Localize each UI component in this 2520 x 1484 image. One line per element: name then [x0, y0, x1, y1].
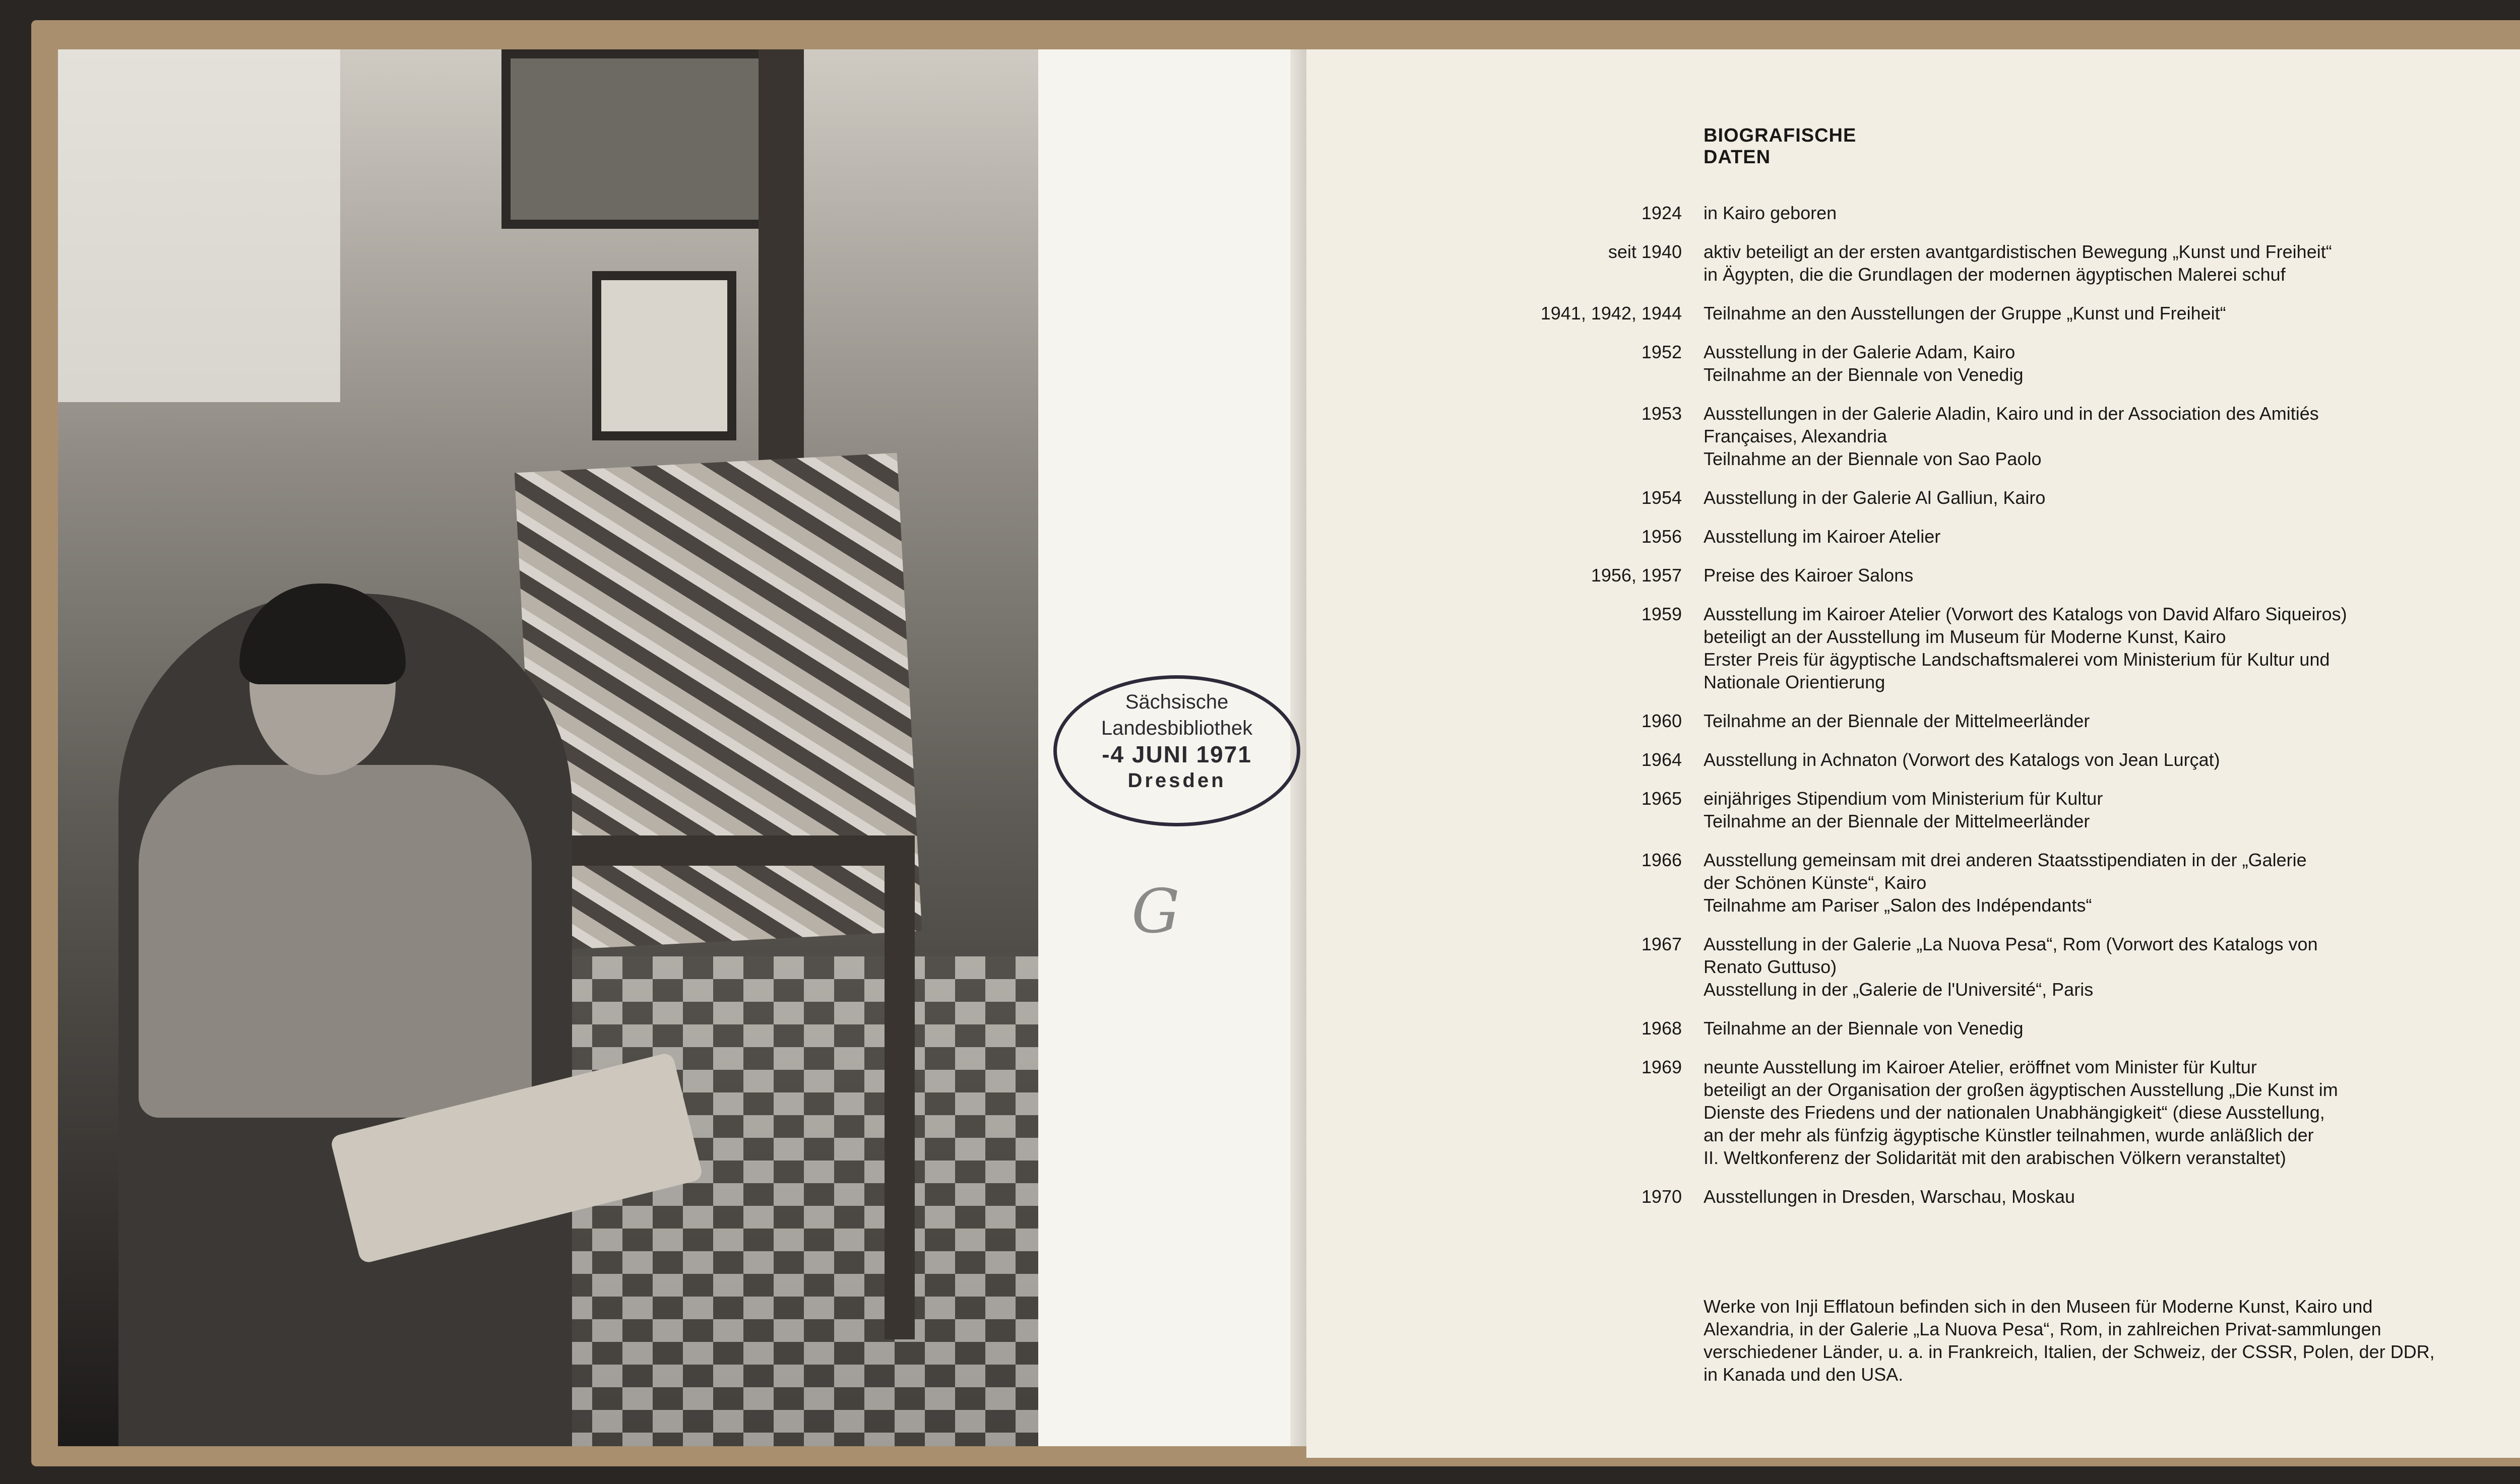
- entry-text: [1704, 748, 2460, 771]
- photo-artist-painting: [58, 49, 1038, 1446]
- entry-year: 1966: [1641, 850, 1682, 870]
- biography-entry: [1502, 709, 2460, 732]
- entry-line: Ausstellungen in Dresden, Warschau, Moskau: [1704, 1186, 2075, 1207]
- entry-line: Ausstellung im Kairoer Atelier (Vorwort des Katalogs von David Alfaro Siqueiros): [1704, 604, 2347, 624]
- entry-year: 1965: [1641, 788, 1682, 809]
- entry-year: 1924: [1641, 203, 1682, 223]
- photo-wall-painting: [501, 49, 802, 229]
- entry-year: 1960: [1641, 711, 1682, 731]
- entry-text: [1704, 564, 2460, 587]
- entry-year: 1959: [1641, 604, 1682, 624]
- biography-entry: [1502, 202, 2460, 224]
- entry-line: Nationale Orientierung: [1704, 672, 1885, 692]
- biography-entry: [1502, 486, 2460, 509]
- biography-entry: [1502, 525, 2460, 548]
- entry-year: 1954: [1641, 487, 1682, 508]
- entry-text: [1704, 849, 2460, 917]
- stamp-date: -4 JUNI 1971: [1102, 741, 1252, 767]
- entry-year: 1964: [1641, 749, 1682, 770]
- entry-text: [1704, 202, 2460, 224]
- entry-line: Teilnahme am Pariser „Salon des Indépendants“: [1704, 895, 2092, 916]
- page-title: BIOGRAFISCHE DATEN: [1704, 125, 1857, 168]
- entry-year: 1968: [1641, 1018, 1682, 1039]
- entry-line: Teilnahme an der Biennale von Sao Paolo: [1704, 448, 2042, 469]
- entry-text: [1704, 709, 2460, 732]
- biography-entry: [1502, 603, 2460, 693]
- entry-line: neunte Ausstellung im Kairoer Atelier, eröffnet vom Minister für Kultur: [1704, 1057, 2257, 1077]
- entry-line: Ausstellung in der „Galerie de l'Université“, Paris: [1704, 979, 2094, 1000]
- entry-line: Dienste des Friedens und der nationalen Unabhängigkeit“ (diese Ausstellung,: [1704, 1102, 2325, 1123]
- entry-text: [1704, 1017, 2460, 1040]
- entry-line: Teilnahme an der Biennale der Mittelmeerländer: [1704, 811, 2090, 831]
- entry-line: Ausstellung in der Galerie Adam, Kairo: [1704, 342, 2015, 362]
- photo-small-frame: [592, 271, 736, 440]
- biography-entry: [1502, 402, 2460, 470]
- stamp-city: Dresden: [1127, 769, 1226, 792]
- entry-line: Teilnahme an der Biennale von Venedig: [1704, 364, 2024, 385]
- entry-line: Ausstellungen in der Galerie Aladin, Kairo und in der Association des Amitiés: [1704, 403, 2319, 424]
- entry-year: 1953: [1641, 403, 1682, 424]
- entry-year: 1941, 1942, 1944: [1540, 303, 1682, 324]
- entry-line: Teilnahme an der Biennale der Mittelmeerländer: [1704, 711, 2090, 731]
- entry-line: Teilnahme an der Biennale von Venedig: [1704, 1018, 2024, 1039]
- entry-text: [1704, 486, 2460, 509]
- entry-text: [1704, 402, 2460, 470]
- biography-entry: [1502, 1017, 2460, 1040]
- biography-entry: [1502, 1185, 2460, 1208]
- entry-line: einjähriges Stipendium vom Ministerium für Kultur: [1704, 788, 2103, 809]
- entry-text: [1704, 302, 2460, 325]
- stamp-line-2: Landesbibliothek: [1101, 717, 1253, 739]
- entry-line: Ausstellung im Kairoer Atelier: [1704, 526, 1941, 547]
- biography-entry: [1502, 748, 2460, 771]
- entry-line: beteiligt an der Organisation der großen ägyptischen Ausstellung „Die Kunst im: [1704, 1079, 2338, 1100]
- biography-entries: [1502, 202, 2460, 1224]
- biography-entry: [1502, 240, 2460, 286]
- entry-text: [1704, 1185, 2460, 1208]
- entry-line: aktiv beteiligt an der ersten avantgardistischen Bewegung „Kunst und Freiheit“: [1704, 241, 2332, 262]
- photo-painting-on-easel: [515, 453, 922, 951]
- entry-line: der Schönen Künste“, Kairo: [1704, 872, 1927, 893]
- entry-text: [1704, 341, 2460, 386]
- entry-line: Françaises, Alexandria: [1704, 426, 1887, 446]
- stamp-line-1: Sächsische: [1125, 691, 1229, 713]
- entry-year: 1970: [1641, 1186, 1682, 1207]
- entry-line: II. Weltkonferenz der Solidarität mit den arabischen Völkern veranstaltet): [1704, 1147, 2286, 1168]
- photo-tiled-floor: [562, 956, 1038, 1446]
- photo-easel-leg: [885, 835, 915, 1339]
- entry-line: Renato Guttuso): [1704, 956, 1837, 977]
- entry-line: Ausstellung in Achnaton (Vorwort des Katalogs von Jean Lurçat): [1704, 749, 2220, 770]
- library-stamp: [1053, 675, 1300, 826]
- entry-line: Erster Preis für ägyptische Landschaftsmalerei vom Ministerium für Kultur und: [1704, 649, 2330, 670]
- entry-text: [1704, 525, 2460, 548]
- entry-year: seit 1940: [1608, 241, 1682, 262]
- biography-entry: [1502, 849, 2460, 917]
- entry-year: 1952: [1641, 342, 1682, 362]
- entry-line: Ausstellung gemeinsam mit drei anderen Staatsstipendiaten in der „Galerie: [1704, 850, 2307, 870]
- handwritten-mark: G: [1131, 877, 1180, 947]
- entry-year: 1956: [1641, 526, 1682, 547]
- entry-line: Ausstellung in der Galerie Al Galliun, Kairo: [1704, 487, 2046, 508]
- entry-line: Ausstellung in der Galerie „La Nuova Pesa“, Rom (Vorwort des Katalogs von: [1704, 934, 2318, 954]
- entry-text: [1704, 933, 2460, 1001]
- entry-year: 1956, 1957: [1591, 565, 1682, 586]
- biography-entry: [1502, 341, 2460, 386]
- final-paragraph: Werke von Inji Efflatoun befinden sich in den Museen für Moderne Kunst, Kairo und Alexandria, in der Galerie „La Nuova Pesa“, Rom, in zahlreichen Privat-sammlungen verschiedener Länder, u. a. in Frankreich, Italien, der Schweiz, der CSSR, Polen, der DDR, in Kanada und den USA.: [1704, 1296, 2435, 1385]
- biography-entry: [1502, 302, 2460, 325]
- entry-text: [1704, 240, 2460, 286]
- entry-line: an der mehr als fünfzig ägyptische Künstler teilnahmen, wurde anläßlich der: [1704, 1125, 2314, 1145]
- entry-year: 1969: [1641, 1057, 1682, 1077]
- entry-line: Preise des Kairoer Salons: [1704, 565, 1914, 586]
- entry-year: 1967: [1641, 934, 1682, 954]
- entry-line: in Kairo geboren: [1704, 203, 1837, 223]
- biography-entry: [1502, 564, 2460, 587]
- photo-easel: [759, 49, 804, 503]
- photo-sweater: [139, 765, 532, 1118]
- entry-text: [1704, 787, 2460, 832]
- entry-line: Teilnahme an den Ausstellungen der Gruppe „Kunst und Freiheit“: [1704, 303, 2226, 324]
- biography-entry: [1502, 1056, 2460, 1169]
- entry-line: beteiligt an der Ausstellung im Museum für Moderne Kunst, Kairo: [1704, 626, 2226, 647]
- entry-text: [1704, 1056, 2460, 1169]
- entry-text: [1704, 603, 2460, 693]
- photo-window: [58, 49, 340, 402]
- biography-entry: [1502, 787, 2460, 832]
- biography-entry: [1502, 933, 2460, 1001]
- entry-line: in Ägypten, die die Grundlagen der modernen ägyptischen Malerei schuf: [1704, 264, 2286, 285]
